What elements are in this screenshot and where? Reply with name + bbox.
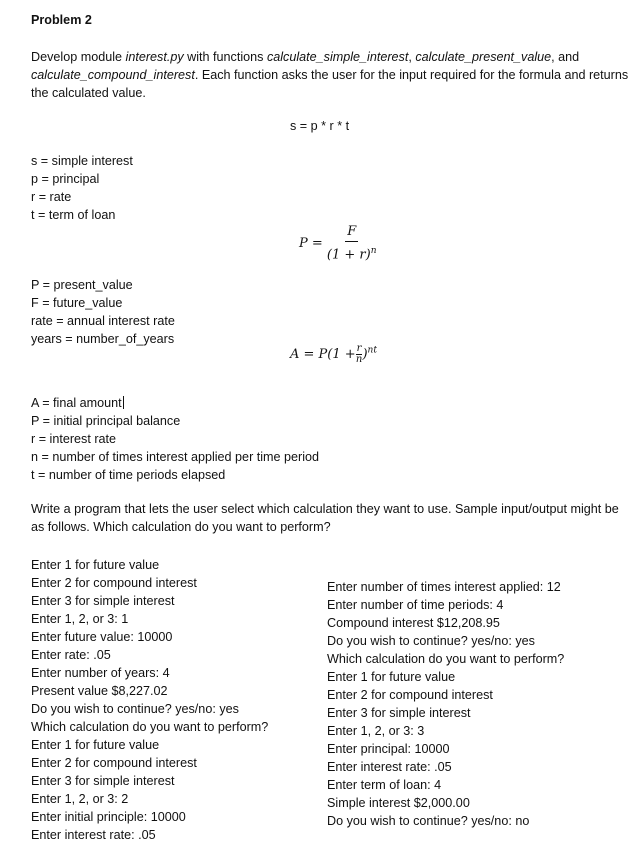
simple-definitions bbox=[31, 152, 133, 224]
definition-line: rate = annual interest rate bbox=[31, 314, 175, 328]
definition-line: r = rate bbox=[31, 190, 72, 204]
sample-line: Do you wish to continue? yes/no: yes bbox=[327, 634, 535, 648]
problem-title: Problem 2 bbox=[31, 13, 92, 27]
definition-line: t = term of loan bbox=[31, 208, 116, 222]
sample-line: Enter 1, 2, or 3: 2 bbox=[31, 792, 129, 806]
definition-line: n = number of times interest applied per time period bbox=[31, 450, 320, 464]
definition-line: r = interest rate bbox=[31, 432, 117, 446]
sample-line: Enter interest rate: .05 bbox=[327, 760, 452, 774]
definition-line: A = final amount bbox=[31, 396, 122, 410]
formula-compound-interest: A = P(1 + $\frac{r}{n}$ )$^{nt}$ bbox=[290, 343, 377, 365]
instructions-paragraph: Write a program that lets the user select which calculation they want to use. Sample input/output might be as follows. Which calculation do you want to perform? bbox=[31, 502, 619, 534]
sample-line: Enter 3 for simple interest bbox=[31, 594, 175, 608]
sample-line: Enter 2 for compound interest bbox=[327, 688, 493, 702]
sample-line: Enter future value: 10000 bbox=[31, 630, 173, 644]
sample-line: Enter number of time periods: 4 bbox=[327, 598, 504, 612]
sample-line: Enter principal: 10000 bbox=[327, 742, 450, 756]
sample-line: Enter 1 for future value bbox=[327, 670, 456, 684]
sample-line: Enter rate: .05 bbox=[31, 648, 111, 662]
function-present: calculate_present_value bbox=[415, 50, 552, 64]
sample-line: Simple interest $2,000.00 bbox=[327, 796, 470, 810]
formula-exponent: nt bbox=[367, 345, 377, 356]
sample-line: Do you wish to continue? yes/no: no bbox=[327, 814, 530, 828]
formula-lhs: P = bbox=[299, 236, 323, 252]
fraction-numerator: F bbox=[345, 224, 358, 242]
formula-small-fraction: $\frac{r}{n}$ bbox=[355, 343, 363, 365]
definition-line: P = initial principal balance bbox=[31, 414, 181, 428]
definition-line: years = number_of_years bbox=[31, 332, 175, 346]
sample-line: Present value $8,227.02 bbox=[31, 684, 168, 698]
sample-line: Enter 1, 2, or 3: 3 bbox=[327, 724, 425, 738]
sample-output-left bbox=[31, 556, 268, 844]
sample-line: Enter 3 for simple interest bbox=[31, 774, 175, 788]
text-cursor bbox=[123, 396, 124, 409]
module-name: interest.py bbox=[125, 50, 184, 64]
definition-line: P = present_value bbox=[31, 278, 133, 292]
definition-line: p = principal bbox=[31, 172, 100, 186]
sample-line: Enter 3 for simple interest bbox=[327, 706, 471, 720]
sample-line: Compound interest $12,208.95 bbox=[327, 616, 500, 630]
formula-present-value bbox=[299, 224, 377, 263]
function-simple: calculate_simple_interest bbox=[266, 50, 409, 64]
sample-line: Enter initial principle: 10000 bbox=[31, 810, 186, 824]
definition-line: s = simple interest bbox=[31, 154, 133, 168]
compound-definitions bbox=[31, 394, 319, 484]
definition-line: t = number of time periods elapsed bbox=[31, 468, 226, 482]
sample-line: Which calculation do you want to perform? bbox=[31, 720, 269, 734]
intro-paragraph: Develop module interest.py with functions calculate_simple_interest, calculate_present_value, and calculate_compound_interest. Each function asks the user for the input required for the formula and returns the calculated value. bbox=[31, 50, 629, 100]
sample-line: Enter number of years: 4 bbox=[31, 666, 170, 680]
sample-line: Enter term of loan: 4 bbox=[327, 778, 442, 792]
sample-output-right bbox=[327, 578, 564, 830]
definition-line: F = future_value bbox=[31, 296, 123, 310]
sample-line: Which calculation do you want to perform? bbox=[327, 652, 565, 666]
sample-line: Enter 1, 2, or 3: 1 bbox=[31, 612, 129, 626]
sample-line: Enter 2 for compound interest bbox=[31, 756, 197, 770]
sample-line: Enter interest rate: .05 bbox=[31, 828, 156, 842]
sample-line: Enter 1 for future value bbox=[31, 558, 160, 572]
sample-line: Enter number of times interest applied: 12 bbox=[327, 580, 561, 594]
formula-fraction bbox=[327, 224, 377, 263]
sample-line: Enter 1 for future value bbox=[31, 738, 160, 752]
fraction-denominator: $(1 + r)^n$ bbox=[326, 246, 377, 263]
function-compound: calculate_compound_interest bbox=[31, 68, 195, 82]
formula-lhs: A = P(1 + bbox=[290, 347, 356, 362]
sample-line: Do you wish to continue? yes/no: yes bbox=[31, 702, 239, 716]
formula-simple-interest: s = p * r * t bbox=[290, 119, 350, 133]
sample-line: Enter 2 for compound interest bbox=[31, 576, 197, 590]
present-value-definitions bbox=[31, 276, 175, 348]
